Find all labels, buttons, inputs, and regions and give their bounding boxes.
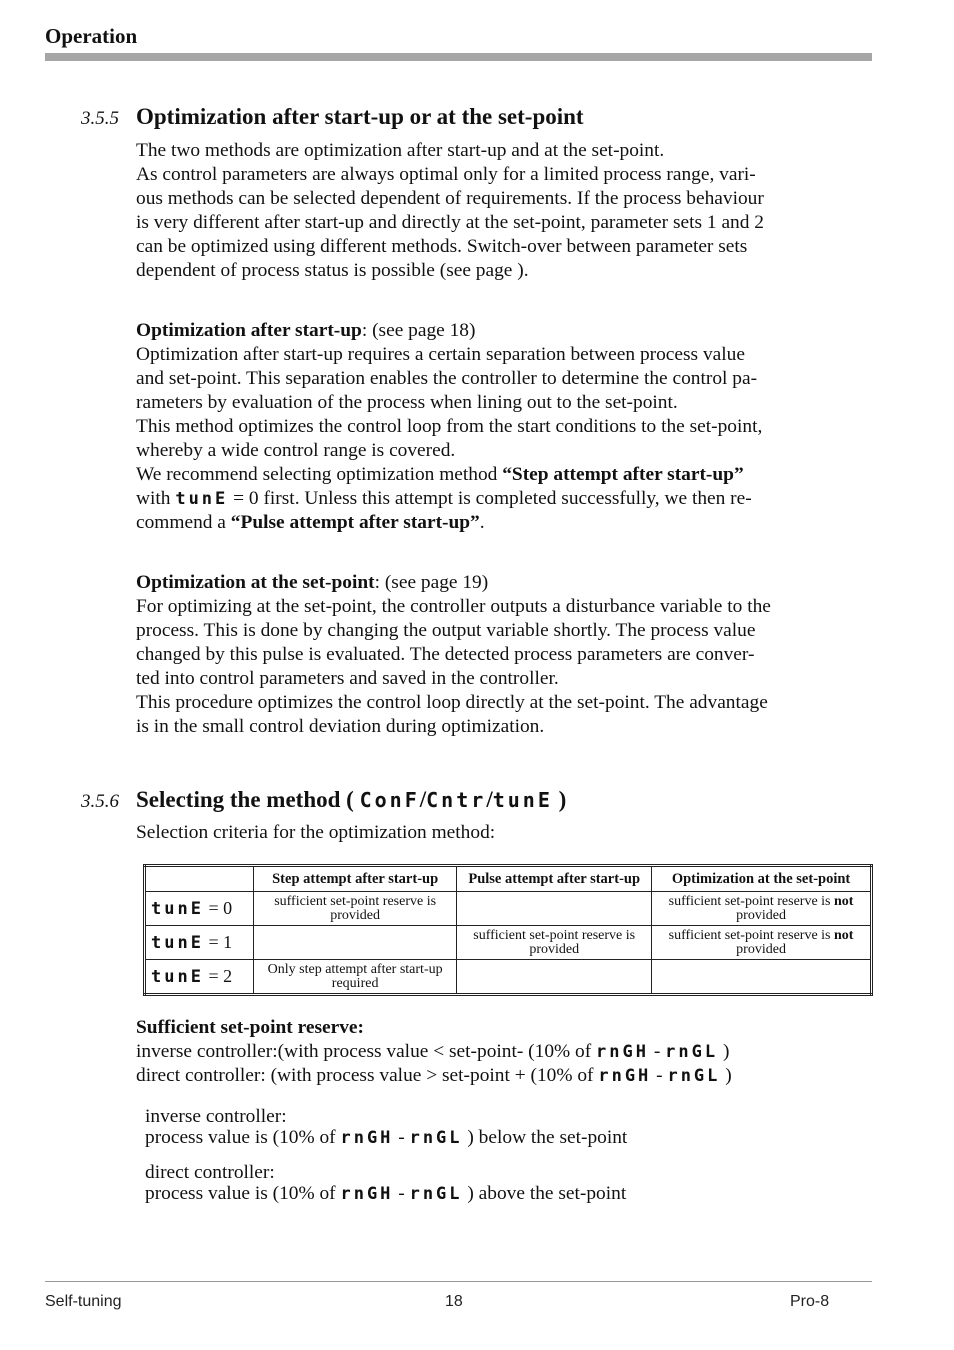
table-header-pulse: Pulse attempt after start-up — [457, 866, 652, 892]
subheading-ref: : (see page 18) — [361, 320, 476, 341]
cell-emphasis: not — [834, 927, 854, 943]
rngl-code: rnGL — [409, 1184, 463, 1204]
footer-section: Self-tuning — [45, 1293, 122, 1310]
tune-code: tunE — [151, 967, 204, 987]
text-line: and set-point. This separation enables the controller to determine the control pa- — [136, 368, 758, 389]
rngh-code: rnGH — [596, 1042, 649, 1062]
text-line: is very different after start-up and directly at the set-point, parameter sets 1 and 2 — [136, 212, 764, 233]
text-line: dependent of process status is possible (see page ). — [136, 260, 529, 281]
direct-controller-note — [145, 1162, 865, 1205]
subheading — [136, 319, 876, 343]
note-text: ) below the set-point — [462, 1127, 628, 1148]
section-355-intro — [136, 139, 876, 283]
commend-line — [136, 511, 876, 535]
step-method-name: “Step attempt after start-up” — [502, 464, 744, 485]
table-header-setpoint: Optimization at the set-point — [652, 866, 872, 892]
row-label — [145, 892, 254, 926]
table-header-step: Step attempt after start-up — [254, 866, 457, 892]
table-cell — [457, 892, 652, 926]
note-line — [145, 1127, 865, 1149]
with-line — [136, 487, 876, 511]
subheading-ref: : (see page 19) — [374, 572, 489, 593]
section-356-heading — [81, 787, 566, 813]
selection-criteria-table — [143, 864, 873, 996]
separator: / — [486, 787, 493, 812]
text-line: process. This is done by changing the output variable shortly. The process value — [136, 620, 756, 641]
rngl-code: rnGL — [667, 1066, 721, 1086]
text-line: This method optimizes the control loop from the start conditions to the set-point, — [136, 416, 763, 437]
inverse-controller-note — [145, 1106, 865, 1149]
section-title: Optimization after start-up or at the set-point — [136, 104, 584, 129]
text-line: This procedure optimizes the control loop directly at the set-point. The advantage — [136, 692, 768, 713]
minus: - — [393, 1183, 410, 1204]
rngl-code: rnGL — [665, 1042, 719, 1062]
cell-text: provided — [736, 907, 786, 923]
cell-text: sufficient set-point reserve is — [668, 893, 835, 909]
table-cell: sufficient set-point reserve is provided — [254, 892, 457, 926]
minus: - — [651, 1065, 668, 1086]
note-text: process value is (10% of — [145, 1127, 341, 1148]
cell-text: provided — [736, 941, 786, 957]
conf-code: ConF — [359, 788, 420, 812]
commend-text: commend a — [136, 512, 231, 533]
table-cell — [457, 960, 652, 995]
rngh-code: rnGH — [340, 1128, 394, 1148]
rngl-code: rnGL — [409, 1128, 463, 1148]
tune-parameter-code: tunE — [175, 489, 229, 509]
text-line: The two methods are optimization after start-up and at the set-point. — [136, 140, 665, 161]
rngh-code: rnGH — [340, 1184, 394, 1204]
setpoint-optimization-block — [136, 571, 876, 739]
startup-optimization-block — [136, 319, 876, 535]
tune-code: tunE — [492, 788, 553, 812]
text-line: is in the small control deviation during optimization. — [136, 716, 545, 737]
recommend-text: We recommend selecting optimization method — [136, 464, 503, 485]
cell-text: sufficient set-point reserve is — [668, 927, 835, 943]
text-line: whereby a wide control range is covered. — [136, 440, 456, 461]
period: . — [479, 512, 485, 533]
rngh-code: rnGH — [598, 1066, 652, 1086]
note-text: process value is (10% of — [145, 1183, 341, 1204]
note-label: direct controller: — [145, 1162, 275, 1183]
subheading — [136, 571, 876, 595]
text-line: can be optimized using different methods. Switch-over between parameter sets — [136, 236, 748, 257]
text-line: ous methods can be selected dependent of requirements. If the process behaviour — [136, 188, 764, 209]
condition-text: direct controller: (with process value > set-point + (10% of — [136, 1065, 599, 1086]
table-header-row — [145, 866, 872, 892]
minus: - — [648, 1041, 666, 1062]
section-title: Selecting the method ( — [136, 787, 354, 812]
cntr-code: Cntr — [426, 788, 487, 812]
note-text: ) above the set-point — [462, 1183, 627, 1204]
section-355-heading — [81, 104, 584, 130]
section-number: 3.5.6 — [81, 791, 119, 812]
text-line: changed by this pulse is evaluated. The detected process parameters are conver- — [136, 644, 755, 665]
close-paren: ) — [720, 1065, 732, 1086]
header-rule — [45, 53, 872, 61]
minus: - — [393, 1127, 410, 1148]
separator: / — [419, 787, 427, 812]
direct-condition — [136, 1064, 876, 1088]
reserve-block — [136, 1016, 876, 1088]
table-cell — [254, 926, 457, 960]
close-paren: ) — [558, 787, 567, 812]
with-rest: = 0 first. Unless this attempt is completed successfully, we then re- — [228, 488, 752, 509]
pulse-method-name: “Pulse attempt after start-up” — [230, 512, 480, 533]
page-header-title: Operation — [45, 24, 138, 48]
recommend-line — [136, 463, 876, 487]
text-line: Optimization after start-up requires a certain separation between process value — [136, 344, 745, 365]
page-number: 18 — [445, 1293, 463, 1310]
note-label: inverse controller: — [145, 1106, 287, 1127]
section-number: 3.5.5 — [81, 108, 119, 129]
inverse-condition — [136, 1040, 876, 1064]
row-value: = 0 — [203, 898, 233, 918]
close-paren: ) — [718, 1041, 730, 1062]
footer-rule — [45, 1281, 872, 1282]
subheading-label: Optimization at the set-point — [136, 572, 375, 593]
table-cell: sufficient set-point reserve is provided — [457, 926, 652, 960]
note-line — [145, 1183, 865, 1205]
text-line: For optimizing at the set-point, the controller outputs a disturbance variable to the — [136, 596, 771, 617]
condition-text: inverse controller:(with process value < set-point- (10% of — [136, 1041, 597, 1062]
tune-code: tunE — [151, 899, 204, 919]
row-value: = 1 — [203, 932, 233, 952]
row-label — [145, 960, 254, 995]
reserve-heading: Sufficient set-point reserve: — [136, 1017, 364, 1038]
text-line: rameters by evaluation of the process when lining out to the set-point. — [136, 392, 678, 413]
table-cell — [652, 892, 872, 926]
footer-product: Pro-8 — [790, 1293, 830, 1310]
table-cell: Only step attempt after start-up required — [254, 960, 457, 995]
table-row — [145, 960, 872, 995]
tune-code: tunE — [151, 933, 204, 953]
table-header-empty — [145, 866, 254, 892]
row-value: = 2 — [203, 966, 233, 986]
row-label — [145, 926, 254, 960]
table-cell — [652, 926, 872, 960]
table-cell — [652, 960, 872, 995]
cell-emphasis: not — [834, 893, 854, 909]
text-line: ted into control parameters and saved in the controller. — [136, 668, 559, 689]
section-356-intro: Selection criteria for the optimization method: — [136, 822, 496, 843]
subheading-label: Optimization after start-up — [136, 320, 362, 341]
table-row — [145, 926, 872, 960]
text-line: As control parameters are always optimal only for a limited process range, vari- — [136, 164, 756, 185]
table-row — [145, 892, 872, 926]
with-text: with — [136, 488, 176, 509]
